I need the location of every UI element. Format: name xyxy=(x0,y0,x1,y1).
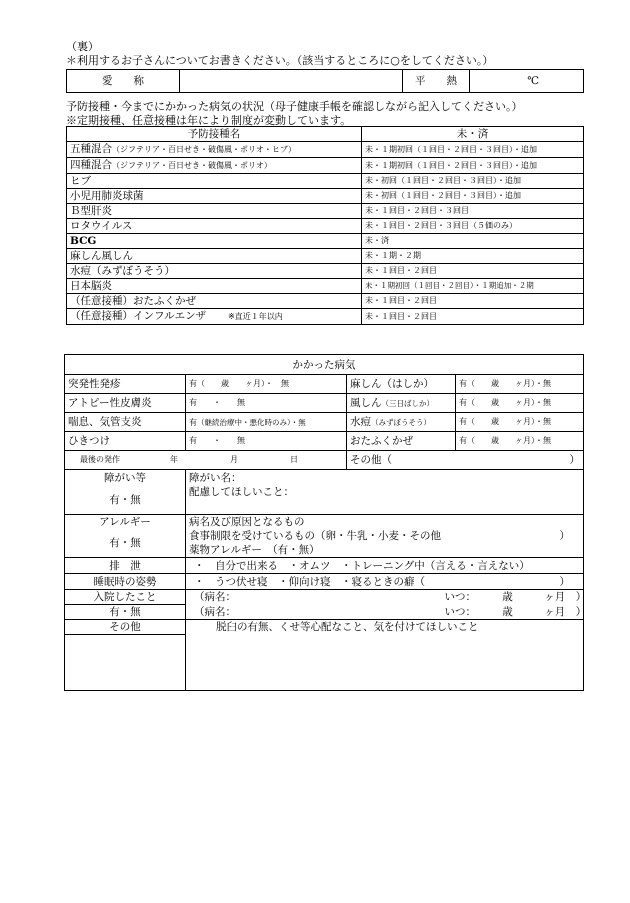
toilet-options[interactable]: ・ 自分で出来る ・オムツ ・トレーニング中（言える・言えない） xyxy=(186,558,584,574)
nickname-label: 愛 称 xyxy=(67,70,180,93)
allergy-options[interactable]: 有・無 xyxy=(65,529,186,558)
table-row xyxy=(65,590,584,605)
vaccine-name: 水痘（みずぼうそう） xyxy=(67,264,362,279)
vaccination-intro: 予防接種・今までにかかった病気の状況（母子健康手帳を確認しながら記入してください。） xyxy=(66,100,523,113)
table-row xyxy=(65,515,584,530)
toilet-label: 排 泄 xyxy=(65,558,186,574)
hospital-entry-1[interactable]: （病名： いつ： 歳 ヶ月 ） xyxy=(186,590,584,605)
table-row xyxy=(67,279,584,294)
table-row xyxy=(67,174,584,189)
instruction-text: ＊利用するお子さんについてお書きください。（該当するところに○をしてください。） xyxy=(66,54,494,67)
table-row xyxy=(65,375,584,394)
hospital-options[interactable]: 有・無 xyxy=(65,605,186,620)
illness-status[interactable]: 有（ 歳 ヶ月）・無 xyxy=(456,375,584,394)
vaccine-name: ヒブ xyxy=(67,174,362,189)
table-row xyxy=(65,605,584,620)
table-row xyxy=(65,451,584,470)
illness-status[interactable]: 有（ 歳 ヶ月）・無 xyxy=(456,432,584,451)
vaccine-name: ロタウイルス xyxy=(67,219,362,234)
drug-allergy-field[interactable]: 薬物アレルギー （有・無） xyxy=(186,543,584,558)
table-row xyxy=(65,413,584,432)
vaccination-note: ※定期接種、任意接種は年により制度が変動しています。 xyxy=(66,114,352,127)
vaccine-name: （任意接種）インフルエンザ ※直近１年以内 xyxy=(67,309,362,325)
table-row xyxy=(67,234,584,249)
disability-consideration-field[interactable]: 配慮してほしいこと： xyxy=(186,485,584,515)
hospital-entry-2[interactable]: （病名： いつ： 歳 ヶ月 ） xyxy=(186,605,584,620)
table-row xyxy=(67,189,584,204)
vaccination-table xyxy=(66,126,584,325)
table-row xyxy=(67,309,584,325)
vaccine-status[interactable]: 未・１期初回（１回目・２回目・３回目）・追加 xyxy=(362,158,584,174)
vaccine-status[interactable]: 未・１期・２期 xyxy=(362,249,584,264)
illness-name: 突発性発疹 xyxy=(65,375,186,394)
table-row xyxy=(67,204,584,219)
table-row xyxy=(65,394,584,413)
vaccine-status[interactable]: 未・１回目・２回目・３回目 xyxy=(362,204,584,219)
vaccine-status[interactable]: 未・１回目・２回目・３回目（５価のみ） xyxy=(362,219,584,234)
illness-status[interactable]: 有 ・ 無 xyxy=(186,394,347,413)
disability-label: 障がい等 xyxy=(65,470,186,486)
vaccine-status[interactable]: 未・済 xyxy=(362,234,584,249)
table-row xyxy=(65,574,584,590)
vaccine-name: Ｂ型肝炎 xyxy=(67,204,362,219)
vaccine-status[interactable]: 未・１期初回（１回目・２回目・３回目）・追加 xyxy=(362,142,584,158)
vaccine-status-header: 未・済 xyxy=(362,127,584,142)
table-row xyxy=(67,219,584,234)
vaccine-name-header: 予防接種名 xyxy=(67,127,362,142)
illness-name: アトピー性皮膚炎 xyxy=(65,394,186,413)
other-illness-field[interactable]: その他（ ） xyxy=(347,451,584,470)
table-row xyxy=(67,158,584,174)
temperature-label: 平 熱 xyxy=(403,70,470,93)
table-row xyxy=(65,529,584,543)
table-row xyxy=(65,470,584,486)
vaccine-status[interactable]: 未・１期初回（１回目・２回目）・１期追加・２期 xyxy=(362,279,584,294)
disability-options[interactable]: 有・無 xyxy=(65,485,186,515)
illness-name: おたふくかぜ xyxy=(347,432,456,451)
page-side-label: （裏） xyxy=(66,40,99,53)
table-row xyxy=(67,142,584,158)
illness-name: 喘息、気管支炎 xyxy=(65,413,186,432)
vaccine-status[interactable]: 未・初回（１回目・２回目・３回目）・追加 xyxy=(362,189,584,204)
sleep-options[interactable]: ・ うつ伏せ寝 ・仰向け寝 ・寝るときの癖（ ） xyxy=(186,574,584,590)
table-row xyxy=(65,432,584,451)
vaccine-status[interactable]: 未・初回（１回目・２回目・３回目）・追加 xyxy=(362,174,584,189)
sleep-label: 睡眠時の姿勢 xyxy=(65,574,186,590)
vaccine-name: 小児用肺炎球菌 xyxy=(67,189,362,204)
celsius-unit: ℃ xyxy=(527,75,539,87)
allergy-cause-field[interactable]: 病名及び原因となるもの xyxy=(186,515,584,530)
hospital-label: 入院したこと xyxy=(65,590,186,605)
illness-name: 風しん（三日ばしか） xyxy=(347,394,456,413)
vaccine-status[interactable]: 未・１回目・２回目 xyxy=(362,294,584,309)
vaccine-name: 四種混合（ジフテリア・百日せき・破傷風・ポリオ） xyxy=(67,158,362,174)
table-row xyxy=(67,294,584,309)
table-row xyxy=(65,485,584,515)
food-restriction-field[interactable]: 食事制限を受けているもの（卵・牛乳・小麦・その他 ） xyxy=(186,529,584,543)
last-attack-field[interactable]: 最後の発作 年 月 日 xyxy=(65,451,347,470)
vaccine-status[interactable]: 未・１回目・２回目 xyxy=(362,309,584,325)
table-row xyxy=(67,264,584,279)
other-notes-field[interactable]: 脱臼の有無、くせ等心配なこと、気を付けてほしいこと xyxy=(186,620,584,691)
vaccine-name: （任意接種）おたふくかぜ xyxy=(67,294,362,309)
illness-status[interactable]: 有 ・ 無 xyxy=(186,432,347,451)
illness-status[interactable]: 有（継続治療中・悪化時のみ）・無 xyxy=(186,413,347,432)
table-row xyxy=(67,249,584,264)
illness-status[interactable]: 有（ 歳 ヶ月）・無 xyxy=(456,394,584,413)
other-label-blank xyxy=(65,635,186,691)
illness-name: 麻しん（はしか） xyxy=(347,375,456,394)
table-row xyxy=(65,558,584,574)
illness-status[interactable]: 有（ 歳 ヶ月）・ 無 xyxy=(186,375,347,394)
illness-name: ひきつけ xyxy=(65,432,186,451)
illness-status[interactable]: 有（ 歳 ヶ月）・無 xyxy=(456,413,584,432)
vaccine-name: BCG xyxy=(67,234,362,249)
nickname-table xyxy=(66,69,584,93)
illness-table xyxy=(64,354,587,691)
vaccine-name: 日本脳炎 xyxy=(67,279,362,294)
disability-name-field[interactable]: 障がい名： xyxy=(186,470,584,486)
vaccine-name: 麻しん風しん xyxy=(67,249,362,264)
temperature-field[interactable] xyxy=(470,70,584,93)
illness-title: かかった病気 xyxy=(65,355,584,375)
vaccine-name: 五種混合（ジフテリア・百日せき・破傷風・ポリオ・ヒブ） xyxy=(67,142,362,158)
nickname-field[interactable] xyxy=(180,70,403,93)
illness-name: 水痘（みずぼうそう） xyxy=(347,413,456,432)
allergy-label: アレルギー xyxy=(65,515,186,530)
vaccine-status[interactable]: 未・１回目・２回目 xyxy=(362,264,584,279)
table-row xyxy=(65,620,584,635)
other-label: その他 xyxy=(65,620,186,635)
